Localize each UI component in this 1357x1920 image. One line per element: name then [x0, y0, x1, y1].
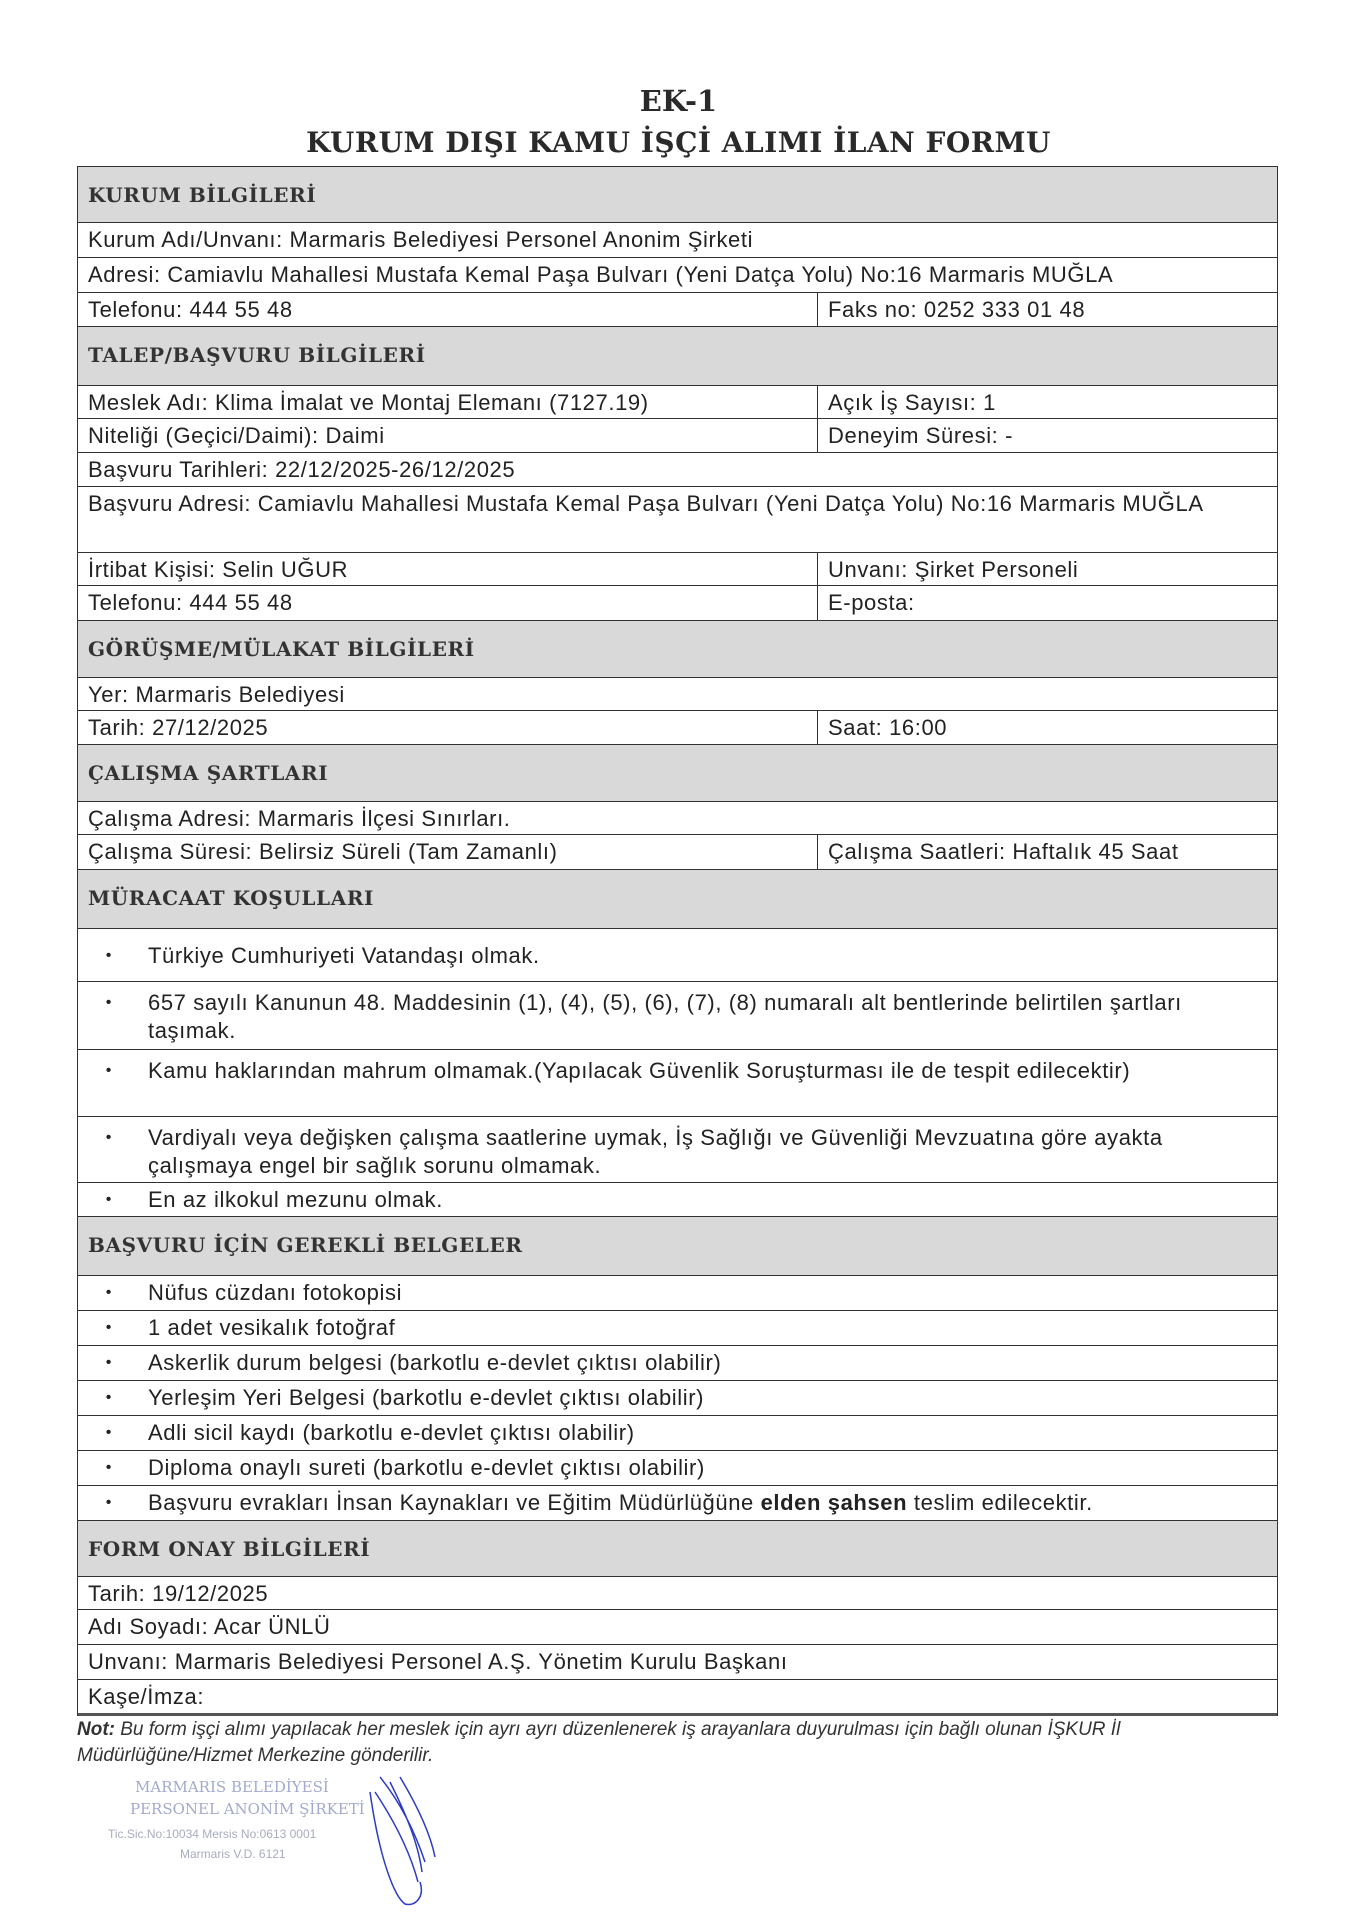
section-title: FORM ONAY BİLGİLERİ	[88, 1537, 371, 1561]
occupation-row	[78, 386, 1277, 419]
condition-item	[78, 929, 1277, 982]
condition-text: Vardiyalı veya değişken çalışma saatlerine uymak, İş Sağlığı ve Güvenliği Mevzuatına göre ayakta çalışmaya engel bir sağlık sorunu olmamak.	[148, 1125, 1163, 1178]
kurum-phone-row	[78, 293, 1277, 327]
open-positions: Açık İş Sayısı: 1	[828, 390, 996, 415]
nature-row	[78, 419, 1277, 453]
document-text: Askerlik durum belgesi (barkotlu e-devlet çıktısı olabilir)	[148, 1350, 722, 1375]
footnote-label: Not:	[77, 1719, 115, 1740]
signature-icon	[370, 1777, 435, 1905]
condition-text: En az ilkokul mezunu olmak.	[148, 1187, 443, 1212]
document-item	[78, 1311, 1277, 1346]
section-title: ÇALIŞMA ŞARTLARI	[88, 761, 329, 785]
contact-phone-row	[78, 586, 1277, 621]
kurum-name-row	[78, 223, 1277, 258]
section-title: BAŞVURU İÇİN GEREKLİ BELGELER	[88, 1233, 523, 1257]
work-hours: Çalışma Saatleri: Haftalık 45 Saat	[828, 839, 1179, 864]
work-duration: Çalışma Süresi: Belirsiz Süreli (Tam Zamanlı)	[78, 835, 818, 869]
document-text: 1 adet vesikalık fotoğraf	[148, 1315, 396, 1340]
stamp-line: MARMARIS BELEDİYESİ	[135, 1778, 329, 1796]
condition-item	[78, 1183, 1277, 1217]
bullet-icon: •	[105, 1129, 112, 1146]
institution-name: Kurum Adı/Unvanı: Marmaris Belediyesi Personel Anonim Şirketi	[88, 227, 754, 252]
section-gorusme-header	[78, 621, 1277, 678]
stamp-signature-label: Kaşe/İmza:	[88, 1684, 205, 1709]
section-calisma-header	[78, 745, 1277, 802]
section-kurum-header	[78, 167, 1277, 223]
section-title: TALEP/BAŞVURU BİLGİLERİ	[88, 343, 426, 367]
condition-text: Kamu haklarından mahrum olmamak.(Yapılacak Güvenlik Soruşturması ile de tespit edilecektir)	[148, 1058, 1131, 1083]
bullet-icon: •	[105, 1494, 112, 1511]
work-address-row	[78, 802, 1277, 835]
document-item	[78, 1486, 1277, 1521]
section-talep-header	[78, 327, 1277, 386]
document-item	[78, 1451, 1277, 1486]
approval-date-row	[78, 1577, 1277, 1610]
bullet-icon: •	[105, 1062, 112, 1079]
document-text: Nüfus cüzdanı fotokopisi	[148, 1280, 403, 1305]
occupation-name: Meslek Adı: Klima İmalat ve Montaj Elemanı (7127.19)	[78, 386, 818, 418]
contact-email: E-posta:	[828, 590, 915, 615]
application-address: Başvuru Adresi: Camiavlu Mahallesi Mustafa Kemal Paşa Bulvarı (Yeni Datça Yolu) No:16 Marmaris MUĞLA	[88, 491, 1204, 516]
section-title: KURUM BİLGİLERİ	[88, 183, 317, 207]
section-belgeler-header	[78, 1217, 1277, 1276]
form-title: KURUM DIŞI KAMU İŞÇİ ALIMI İLAN FORMU	[306, 126, 1051, 159]
document-text: Adli sicil kaydı (barkotlu e-devlet çıktısı olabilir)	[148, 1420, 635, 1445]
section-title: GÖRÜŞME/MÜLAKAT BİLGİLERİ	[88, 637, 475, 661]
announcement-form	[77, 166, 1278, 1716]
section-title: MÜRACAAT KOŞULLARI	[88, 886, 374, 910]
kurum-address-row	[78, 258, 1277, 293]
bullet-icon: •	[105, 1424, 112, 1441]
stamp-line: Tic.Sic.No:10034 Mersis No:0613 0001	[108, 1827, 317, 1841]
approval-name-row	[78, 1610, 1277, 1645]
institution-phone: Telefonu: 444 55 48	[78, 293, 818, 326]
document-text: Diploma onaylı sureti (barkotlu e-devlet çıktısı olabilir)	[148, 1455, 705, 1480]
bullet-icon: •	[105, 1319, 112, 1336]
bullet-icon: •	[105, 994, 112, 1011]
condition-item	[78, 1050, 1277, 1117]
condition-item	[78, 1117, 1277, 1183]
document-text	[138, 1486, 1277, 1520]
bullet-icon: •	[105, 1284, 112, 1301]
annex-label: EK-1	[639, 84, 718, 118]
document-text-part: teslim edilecektir.	[907, 1490, 1093, 1515]
interview-place-row	[78, 678, 1277, 711]
document-text-part: Başvuru evrakları İnsan Kaynakları ve Eğitim Müdürlüğüne	[148, 1490, 761, 1515]
contact-title: Unvanı: Şirket Personeli	[828, 557, 1079, 582]
document-item	[78, 1416, 1277, 1451]
application-dates-row	[78, 453, 1277, 487]
footnote-text: Bu form işçi alımı yapılacak her meslek için ayrı ayrı düzenlenerek iş arayanlara duyurulması için bağlı olunan İŞKUR İl Müdürlüğüne/Hizmet Merkezine gönderilir.	[77, 1719, 1121, 1766]
contact-person: İrtibat Kişisi: Selin UĞUR	[78, 553, 818, 585]
document-text: Yerleşim Yeri Belgesi (barkotlu e-devlet çıktısı olabilir)	[148, 1385, 705, 1410]
bullet-icon: •	[105, 947, 112, 964]
condition-text: 657 sayılı Kanunun 48. Maddesinin (1), (4), (5), (6), (7), (8) numaralı alt bentlerinde belirtilen şartları taşımak.	[148, 990, 1182, 1043]
interview-date: Tarih: 27/12/2025	[78, 711, 818, 744]
approval-date: Tarih: 19/12/2025	[88, 1581, 269, 1606]
bullet-icon: •	[105, 1389, 112, 1406]
interview-time: Saat: 16:00	[828, 715, 948, 740]
interview-place: Yer: Marmaris Belediyesi	[88, 682, 345, 707]
document-item	[78, 1276, 1277, 1311]
company-stamp-and-signature	[80, 1772, 480, 1912]
institution-address: Adresi: Camiavlu Mahallesi Mustafa Kemal Paşa Bulvarı (Yeni Datça Yolu) No:16 Marmaris MUĞLA	[88, 262, 1114, 287]
document-item	[78, 1346, 1277, 1381]
section-muracaat-header	[78, 870, 1277, 929]
stamp-line: Marmaris V.D. 6121	[180, 1847, 286, 1861]
experience: Deneyim Süresi: -	[828, 423, 1014, 448]
application-address-row	[78, 487, 1277, 553]
bullet-icon: •	[105, 1191, 112, 1208]
bullet-icon: •	[105, 1354, 112, 1371]
stamp-signature-row	[78, 1680, 1277, 1716]
approval-title-row	[78, 1645, 1277, 1680]
work-address: Çalışma Adresi: Marmaris İlçesi Sınırları.	[88, 806, 511, 831]
work-duration-row	[78, 835, 1277, 870]
interview-date-row	[78, 711, 1277, 745]
job-nature: Niteliği (Geçici/Daimi): Daimi	[78, 419, 818, 452]
approver-title: Unvanı: Marmaris Belediyesi Personel A.Ş. Yönetim Kurulu Başkanı	[88, 1649, 788, 1674]
bullet-icon: •	[105, 1459, 112, 1476]
section-onay-header	[78, 1521, 1277, 1577]
application-dates: Başvuru Tarihleri: 22/12/2025-26/12/2025	[88, 457, 516, 482]
condition-text: Türkiye Cumhuriyeti Vatandaşı olmak.	[148, 943, 540, 968]
document-item	[78, 1381, 1277, 1416]
condition-item	[78, 982, 1277, 1050]
institution-fax: Faks no: 0252 333 01 48	[828, 297, 1086, 322]
footnote	[77, 1717, 1287, 1769]
approver-name: Adı Soyadı: Acar ÜNLÜ	[88, 1614, 331, 1639]
document-text-emphasis: elden şahsen	[760, 1490, 908, 1515]
contact-row	[78, 553, 1277, 586]
contact-phone: Telefonu: 444 55 48	[78, 586, 818, 620]
stamp-line: PERSONEL ANONİM ŞİRKETİ	[130, 1800, 365, 1818]
